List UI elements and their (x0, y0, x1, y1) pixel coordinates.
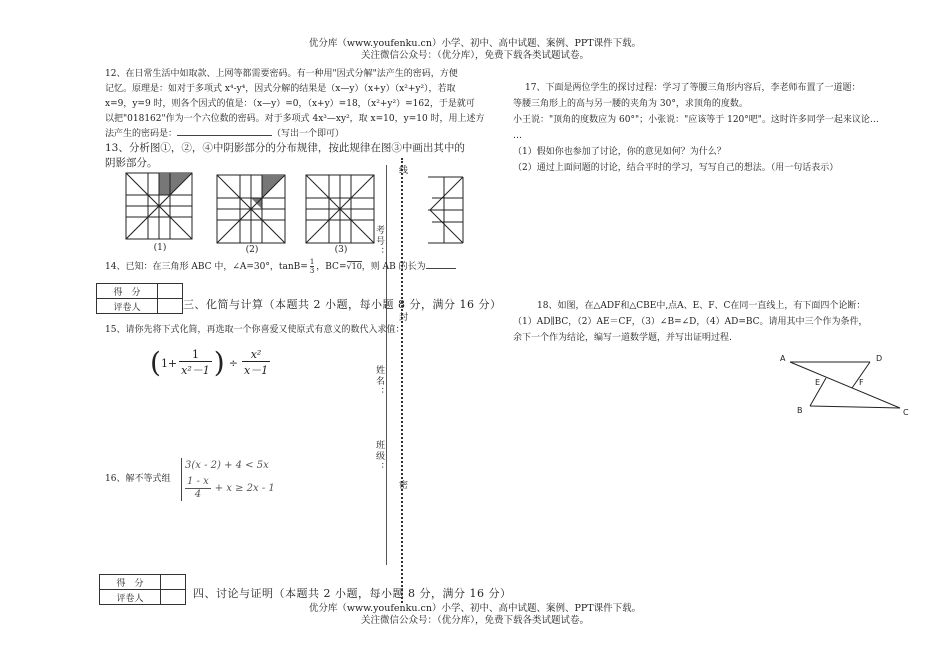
footer-line-2: 关注微信公众号：（优分库），免费下载各类试题试卷。 (360, 615, 589, 626)
score-cell-2[interactable] (161, 575, 186, 590)
grader-cell[interactable] (158, 299, 183, 314)
section-3-title: 三、化简与计算（本题共 2 小题，每小题 8 分，满分 16 分） (183, 298, 502, 311)
question-14 (105, 258, 485, 276)
q17-line-4: … (513, 131, 522, 141)
q15-frac-1-den: x²－1 (181, 364, 210, 377)
q15-one-plus: 1+ (160, 356, 178, 370)
question-15-text: 15、请你先将下式化简，再选取一个你喜爱又使原式有意义的数代入求值： (105, 325, 405, 335)
q12-line-5-suffix: （写出一个即可） (272, 129, 345, 139)
q18-line-3: 余下一个作为结论，编写一道数学题，并写出证明过程. (513, 333, 732, 343)
score-cell[interactable] (158, 284, 183, 299)
score-box-section-3 (96, 283, 183, 314)
q16-frac-den: 4 (194, 489, 202, 500)
q15-divide: ÷ (228, 356, 238, 370)
grader-label-2: 评卷人 (100, 590, 161, 605)
question-16-label: 16、解不等式组 (105, 474, 171, 484)
q15-frac-2-num: x² (242, 348, 270, 362)
q17-line-2: 等腰三角形上的高与另一腰的夹角为 30°，求顶角的度数。 (513, 99, 748, 109)
q13-line-1: 13、分析图①，②，④中阴影部分的分布规律，按此规律在图③中画出其中的 (105, 142, 465, 154)
q14-tail: ，则 AB 的长为 (361, 262, 426, 272)
kao-hao-label: 考号： (374, 225, 384, 258)
q12-line-5 (105, 127, 495, 142)
q15-paren-left: ( (150, 346, 161, 379)
q18-point-d: D (876, 354, 883, 363)
q13-figure-4-partial (424, 176, 464, 244)
q12-answer-blank[interactable] (177, 135, 272, 136)
q18-point-a: A (780, 354, 786, 363)
score-box-section-4 (99, 574, 186, 605)
header-line-1: 优分库（www.youfenku.cn）小学、初中、高中试题、案例、PPT课件下载。 (308, 38, 642, 49)
binding-solid-line (386, 165, 387, 565)
seal-mi: 密 (397, 480, 407, 491)
q15-frac-1 (179, 348, 212, 378)
seal-xian: 线 (397, 165, 407, 176)
q15-frac-2 (242, 348, 270, 378)
q16-inequality-1: 3(x - 2) + 4 < 5x (185, 460, 269, 471)
q17-line-6: （2）通过上面问题的讨论，结合平时的学习，写写自己的想法。（用一句话表示） (513, 163, 839, 173)
q18-point-e: E (815, 378, 821, 387)
score-label: 得 分 (97, 284, 158, 299)
header-line-2: 关注微信公众号：（优分库），免费下载各类试题试卷。 (360, 50, 589, 61)
q13-label-3: (3) (334, 245, 348, 255)
q14-text: 14、已知：在三角形 ABC 中，∠A=30°，tanB= (105, 262, 308, 272)
q13-figure-1 (125, 172, 195, 242)
xing-ming-label: 姓名： (374, 365, 384, 398)
q14-fraction (310, 258, 314, 275)
q14-frac-den: 3 (309, 267, 315, 275)
q18-line-2: （1）AD∥BC，（2）AE＝CF，（3）∠B=∠D，（4）AD=BC。请用其中三个作为条件， (513, 317, 868, 327)
q17-line-1: 17、下面是两位学生的探讨过程：学习了等腰三角形内容后，李老师布置了一道题： (525, 83, 861, 93)
q13-line-2: 阴影部分。 (105, 157, 158, 169)
q14-answer-blank[interactable] (426, 268, 456, 269)
q12-line-2: 记忆。原理是：如对于多项式 x⁴-y⁴，因式分解的结果是（x—y）（x+y）（x²+y²），若取 (105, 84, 456, 94)
section-4-title: 四、讨论与证明（本题共 2 小题，每小题 8 分，满分 16 分） (193, 587, 512, 600)
score-label-2: 得 分 (100, 575, 161, 590)
q14-sqrt-value: 10 (351, 262, 362, 271)
footer-line-1: 优分库（www.youfenku.cn）小学、初中、高中试题、案例、PPT课件下载。 (308, 603, 642, 614)
q16-inequality-2-tail: + x ≥ 2x - 1 (214, 483, 275, 494)
q16-system (181, 458, 275, 501)
q13-label-2: (2) (245, 245, 259, 255)
q13-figure-2 (216, 174, 288, 246)
q18-point-c: C (903, 408, 909, 417)
grader-label: 评卷人 (97, 299, 158, 314)
q17-line-3: 小王说："顶角的度数应为 60°"；小张说："应该等于 120°吧"。这时许多同学一起来议论… (513, 115, 879, 125)
q16-fraction (185, 476, 211, 501)
q15-frac-1-num: 1 (179, 348, 212, 362)
q15-expression (150, 345, 270, 381)
q15-frac-2-den: x－1 (243, 364, 269, 377)
question-18 (513, 298, 913, 346)
q14-frac-num: 1 (309, 258, 315, 266)
q12-line-3: x=9，y=9 时，则各个因式的值是：（x—y）=0，（x+y）=18，（x²+y²）=162，于是就可 (105, 99, 475, 109)
q12-line-5-prefix: 法产生的密码是： (105, 129, 178, 139)
q18-point-b: B (797, 406, 803, 415)
seal-feng: 封 (397, 312, 407, 323)
question-17 (513, 80, 903, 176)
q12-line-1: 12、在日常生活中如取款、上网等都需要密码。有一种用"因式分解"法产生的密码，方便 (105, 69, 458, 79)
q14-bc: ，BC= (316, 262, 347, 272)
q15-paren-right: ) (213, 346, 225, 379)
q16-frac-num: 1 - x (187, 476, 209, 487)
q18-line-1: 18、如图，在△ADF和△CBE中,点A、E、F、C在同一直线上，有下面四个论断： (537, 301, 866, 311)
q14-sqrt: √10 (346, 262, 362, 271)
q13-label-1: (1) (153, 243, 167, 253)
question-12 (105, 67, 495, 142)
binding-dotted-line (401, 158, 403, 603)
q16-inequality-2 (185, 476, 275, 501)
q18-figure (770, 350, 910, 425)
q17-line-5: （1）假如你也参加了讨论，你的意见如何？为什么？ (513, 147, 726, 157)
question-13 (105, 141, 495, 171)
q13-figure-3 (305, 174, 377, 246)
ban-ji-label: 班级： (374, 440, 384, 473)
q12-line-4: 以把"018162"作为一个六位数的密码。对于多项式 4x³—xy²，取 x=10，y=10 时，用上述方 (105, 114, 485, 124)
q18-point-f: F (859, 378, 864, 387)
